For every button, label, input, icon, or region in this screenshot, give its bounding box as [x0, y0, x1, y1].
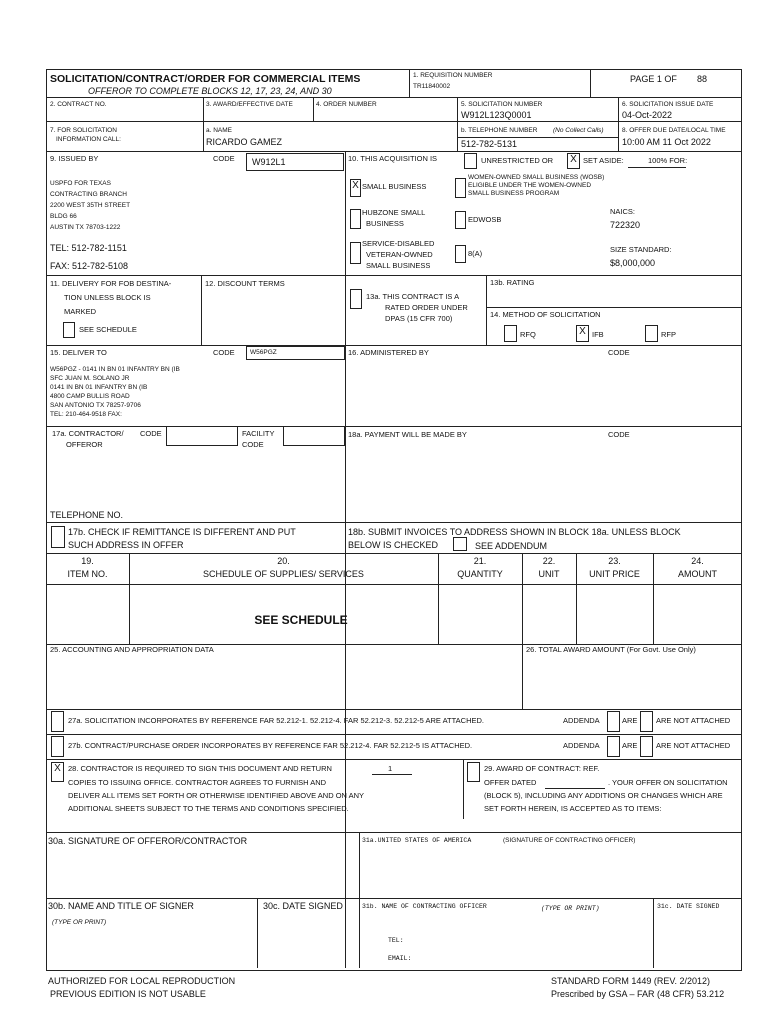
- order-number-label: 4. ORDER NUMBER: [316, 101, 377, 108]
- issued-addr-1: USPFO FOR TEXAS: [50, 180, 111, 187]
- contractor-sign-text-1: 28. CONTRACTOR IS REQUIRED TO SIGN THIS DOCUMENT AND RETURN: [68, 764, 332, 773]
- sdvosb-checkbox[interactable]: [350, 242, 361, 264]
- rated-order-label-3: DPAS (15 CFR 700): [385, 314, 453, 323]
- far-27b-checkbox[interactable]: [51, 736, 64, 757]
- contractor-label-2: OFFEROR: [66, 440, 103, 449]
- eight-a-checkbox[interactable]: [455, 245, 466, 263]
- award-text-1: 29. AWARD OF CONTRACT: REF.: [484, 764, 600, 773]
- are-not-27b-label: ARE NOT ATTACHED: [656, 741, 731, 750]
- total-award-label: 26. TOTAL AWARD AMOUNT (For Govt. Use Only): [526, 645, 696, 654]
- addenda-are-not-27b[interactable]: [640, 736, 653, 757]
- rfp-checkbox[interactable]: [645, 325, 658, 342]
- award-checkbox[interactable]: [467, 762, 480, 782]
- size-standard-value: $8,000,000: [610, 258, 656, 268]
- officer-signature-label: (SIGNATURE OF CONTRACTING OFFICER): [503, 837, 636, 844]
- addendum-checkbox[interactable]: [453, 537, 467, 551]
- contract-no-label: 2. CONTRACT NO.: [50, 101, 107, 108]
- sdvosb-label-2: VETERAN-OWNED: [366, 250, 433, 259]
- addenda-are-27a[interactable]: [607, 711, 620, 732]
- issued-code-label: CODE: [213, 154, 235, 163]
- col-amount-label: AMOUNT: [678, 569, 717, 579]
- sdvosb-label-3: SMALL BUSINESS: [366, 261, 431, 270]
- eight-a-label: 8(A): [468, 249, 483, 258]
- officer-email-label: EMAIL:: [388, 955, 412, 962]
- payment-code-label: CODE: [608, 430, 630, 439]
- rated-order-label-2: RATED ORDER UNDER: [385, 303, 468, 312]
- hubzone-label-2: BUSINESS: [366, 219, 404, 228]
- method-label: 14. METHOD OF SOLICITATION: [490, 310, 601, 319]
- col-unit-price-label: UNIT PRICE: [589, 569, 640, 579]
- unrestricted-label: UNRESTRICTED OR: [481, 156, 554, 165]
- offeror-signature-label: 30a. SIGNATURE OF OFFEROR/CONTRACTOR: [48, 836, 248, 846]
- info-call-label: 7. FOR SOLICITATION: [50, 127, 117, 134]
- contractor-sign-text-4: ADDITIONAL SHEETS SUBJECT TO THE TERMS AND CONDITIONS SPECIFIED.: [68, 804, 349, 813]
- rated-order-checkbox[interactable]: [350, 289, 362, 309]
- rfp-label: RFP: [661, 330, 676, 339]
- deliver-code-label: CODE: [213, 348, 235, 357]
- issued-by-label: 9. ISSUED BY: [50, 154, 99, 163]
- naics-label: NAICS:: [610, 207, 636, 216]
- delivery-label-3: MARKED: [64, 307, 97, 316]
- officer-name-label: 31b. NAME OF CONTRACTING OFFICER: [362, 903, 487, 910]
- far-27b-text: 27b. CONTRACT/PURCHASE ORDER INCORPORATES BY REFERENCE FAR 52.212-4. FAR 52.212-5 IS ATTACHED.: [68, 741, 473, 750]
- award-text-4: (BLOCK 5), INCLUDING ANY ADDITIONS OR CHANGES WHICH ARE: [484, 791, 723, 800]
- name-label: a. NAME: [206, 127, 233, 134]
- deliver-addr-2: SFC JUAN M. SOLANO JR: [50, 375, 130, 382]
- award-text-5: SET FORTH HEREIN, IS ACCEPTED AS TO ITEMS:: [484, 804, 662, 813]
- unrestricted-checkbox[interactable]: [464, 153, 477, 169]
- contractor-sign-text-3: DELIVER ALL ITEMS SET FORTH OR OTHERWISE IDENTIFIED ABOVE AND ON ANY: [68, 791, 365, 800]
- far-27a-checkbox[interactable]: [51, 711, 64, 732]
- rating-label: 13b. RATING: [490, 278, 535, 287]
- deliver-code-value: W56PGZ: [250, 349, 277, 356]
- are-27b-label: ARE: [622, 741, 638, 750]
- administered-by-label: 16. ADMINISTERED BY: [348, 348, 429, 357]
- invoices-label-1: 18b. SUBMIT INVOICES TO ADDRESS SHOWN IN BLOCK 18a. UNLESS BLOCK: [348, 527, 681, 537]
- issued-fax: FAX: 512-782-5108: [50, 261, 129, 271]
- award-text-3: . YOUR OFFER ON SOLICITATION: [608, 778, 728, 787]
- deliver-addr-1: W56PGZ - 0141 IN BN 01 INFANTRY BN (IB: [50, 366, 180, 373]
- see-schedule-banner: SEE SCHEDULE: [254, 613, 348, 627]
- set-aside-checkbox[interactable]: X: [567, 153, 580, 169]
- footer-authorized: AUTHORIZED FOR LOCAL REPRODUCTION: [48, 976, 236, 986]
- col-item-num: 19.: [81, 556, 94, 566]
- see-schedule-label: SEE SCHEDULE: [79, 325, 137, 334]
- naics-value: 722320: [610, 220, 641, 230]
- contractor-label-1: 17a. CONTRACTOR/: [52, 429, 124, 438]
- col-quantity-label: QUANTITY: [457, 569, 503, 579]
- footer-prescribed: Prescribed by GSA – FAR (48 CFR) 53.212: [551, 989, 725, 999]
- see-schedule-checkbox[interactable]: [63, 322, 75, 338]
- deliver-addr-5: SAN ANTONIO TX 78257-9706: [50, 402, 141, 409]
- telephone-number: 512-782-5131: [461, 139, 518, 149]
- issued-addr-5: AUSTIN TX 78703-1222: [50, 224, 121, 231]
- issued-code-value: W912L1: [252, 157, 286, 167]
- deliver-addr-3: 0141 IN BN 01 INFANTRY BN (IB: [50, 384, 148, 391]
- contractor-sign-checkbox[interactable]: X: [51, 762, 64, 782]
- set-aside-percent: 100% FOR:: [648, 156, 688, 165]
- deliver-addr-6: TEL: 210-464-9518 FAX:: [50, 411, 122, 418]
- invoices-label-2: BELOW IS CHECKED: [348, 540, 439, 550]
- officer-tel-label: TEL:: [388, 937, 404, 944]
- discount-terms-label: 12. DISCOUNT TERMS: [205, 279, 285, 288]
- rfq-checkbox[interactable]: [504, 325, 517, 342]
- wosb-checkbox[interactable]: [455, 178, 466, 198]
- page-label: PAGE 1 OF: [630, 74, 677, 84]
- remit-label-2: SUCH ADDRESS IN OFFER: [68, 540, 184, 550]
- issued-addr-3: 2200 WEST 35TH STREET: [50, 202, 131, 209]
- solicitation-number: W912L123Q0001: [461, 110, 532, 120]
- col-item-label: ITEM NO.: [67, 569, 108, 579]
- telephone-label: b. TELEPHONE NUMBER: [461, 127, 538, 134]
- offer-due-label: 8. OFFER DUE DATE/LOCAL TIME: [622, 127, 726, 134]
- hubzone-checkbox[interactable]: [350, 209, 361, 229]
- footer-form-number: STANDARD FORM 1449 (REV. 2/2012): [551, 976, 711, 986]
- rfq-label: RFQ: [520, 330, 536, 339]
- far-27a-text: 27a. SOLICITATION INCORPORATES BY REFERENCE FAR 52.212-1. 52.212-4. FAR 52.212-3. 52.212-5 ARE ATTACHED.: [68, 716, 484, 725]
- sdvosb-label-1: SERVICE-DISABLED: [362, 239, 435, 248]
- accounting-label: 25. ACCOUNTING AND APPROPRIATION DATA: [50, 645, 214, 654]
- addenda-are-27b[interactable]: [607, 736, 620, 757]
- administered-code-label: CODE: [608, 348, 630, 357]
- officer-type-note: (TYPE OR PRINT): [541, 905, 600, 912]
- footer-previous: PREVIOUS EDITION IS NOT USABLE: [50, 989, 206, 999]
- no-collect-note: (No Collect Calls): [553, 127, 604, 134]
- facility-code-box: [283, 426, 345, 446]
- acquisition-label: 10. THIS ACQUISITION IS: [348, 154, 438, 163]
- payment-label: 18a. PAYMENT WILL BE MADE BY: [348, 430, 467, 439]
- facility-code-label-1: FACILITY: [242, 429, 275, 438]
- signer-type-note: (TYPE OR PRINT): [52, 919, 107, 926]
- size-standard-label: SIZE STANDARD:: [610, 245, 672, 254]
- wosb-label-3: SMALL BUSINESS PROGRAM: [468, 190, 560, 197]
- wosb-label-2: ELIGIBLE UNDER THE WOMEN-OWNED: [468, 182, 592, 189]
- ifb-label: IFB: [592, 330, 604, 339]
- col-unit-price-num: 23.: [608, 556, 621, 566]
- copies-count: 1: [388, 764, 393, 773]
- issue-date-label: 6. SOLICITATION ISSUE DATE: [622, 101, 714, 108]
- facility-code-label-2: CODE: [242, 440, 264, 449]
- col-unit-label: UNIT: [538, 569, 560, 579]
- requisition-number: TR11840002: [413, 83, 451, 90]
- offer-due-value: 10:00 AM 11 Oct 2022: [622, 137, 711, 147]
- delivery-label-2: TION UNLESS BLOCK IS: [64, 293, 151, 302]
- contact-name: RICARDO GAMEZ: [206, 137, 283, 147]
- col-amount-num: 24.: [691, 556, 704, 566]
- usa-label: 31a.UNITED STATES OF AMERICA: [362, 837, 472, 844]
- are-27a-label: ARE: [622, 716, 638, 725]
- delivery-label-1: 11. DELIVERY FOR FOB DESTINA-: [50, 279, 172, 288]
- info-call-label-2: INFORMATION CALL:: [56, 136, 121, 143]
- page-total: 88: [697, 74, 708, 84]
- addenda-are-not-27a[interactable]: [640, 711, 653, 732]
- small-business-checkbox[interactable]: X: [350, 179, 361, 197]
- form-title: SOLICITATION/CONTRACT/ORDER FOR COMMERCIAL ITEMS: [50, 73, 361, 85]
- signer-date-label: 30c. DATE SIGNED: [263, 901, 343, 911]
- are-not-27a-label: ARE NOT ATTACHED: [656, 716, 731, 725]
- telephone-no-label: TELEPHONE NO.: [50, 510, 124, 520]
- remit-checkbox[interactable]: [51, 526, 65, 548]
- issued-addr-2: CONTRACTING BRANCH: [50, 191, 127, 198]
- remit-label-1: 17b. CHECK IF REMITTANCE IS DIFFERENT AND PUT: [68, 527, 296, 537]
- deliver-addr-4: 4800 CAMP BULLIS ROAD: [50, 393, 130, 400]
- issue-date: 04-Oct-2022: [622, 110, 673, 120]
- col-supplies-label: SCHEDULE OF SUPPLIES/ SERVICES: [203, 569, 364, 579]
- award-text-2: OFFER DATED: [484, 778, 537, 787]
- col-supplies-num: 20.: [277, 556, 290, 566]
- rated-order-label-1: 13a. THIS CONTRACT IS A: [366, 292, 460, 301]
- issued-tel: TEL: 512-782-1151: [50, 243, 127, 253]
- addenda-27a-label: ADDENDA: [563, 716, 600, 725]
- addenda-27b-label: ADDENDA: [563, 741, 600, 750]
- edwosb-checkbox[interactable]: [455, 211, 466, 229]
- col-quantity-num: 21.: [473, 556, 487, 566]
- small-business-label: SMALL BUSINESS: [362, 182, 427, 191]
- contractor-code-label: CODE: [140, 429, 162, 438]
- edwosb-label: EDWOSB: [468, 215, 502, 224]
- form-subtitle: OFFEROR TO COMPLETE BLOCKS 12, 17, 23, 24, AND 30: [88, 86, 332, 96]
- award-date-label: 3. AWARD/EFFECTIVE DATE: [206, 101, 293, 108]
- hubzone-label-1: HUBZONE SMALL: [362, 208, 426, 217]
- col-unit-num: 22.: [542, 556, 556, 566]
- solicitation-number-label: 5. SOLICITATION NUMBER: [461, 101, 543, 108]
- contractor-sign-text-2: COPIES TO ISSUING OFFICE. CONTRACTOR AGREES TO FURNISH AND: [68, 778, 327, 787]
- requisition-label: 1. REQUISITION NUMBER: [413, 72, 493, 79]
- addendum-label: SEE ADDENDUM: [475, 541, 548, 551]
- contractor-code-box: [166, 426, 238, 446]
- issued-addr-4: BLDG 66: [50, 213, 77, 220]
- set-aside-label: SET ASIDE:: [583, 156, 624, 165]
- officer-date-label: 31c. DATE SIGNED: [657, 903, 720, 910]
- signer-name-label: 30b. NAME AND TITLE OF SIGNER: [48, 901, 194, 911]
- wosb-label-1: WOMEN-OWNED SMALL BUSINESS (WOSB): [468, 174, 605, 181]
- deliver-to-label: 15. DELIVER TO: [50, 348, 107, 357]
- ifb-checkbox[interactable]: X: [576, 325, 589, 342]
